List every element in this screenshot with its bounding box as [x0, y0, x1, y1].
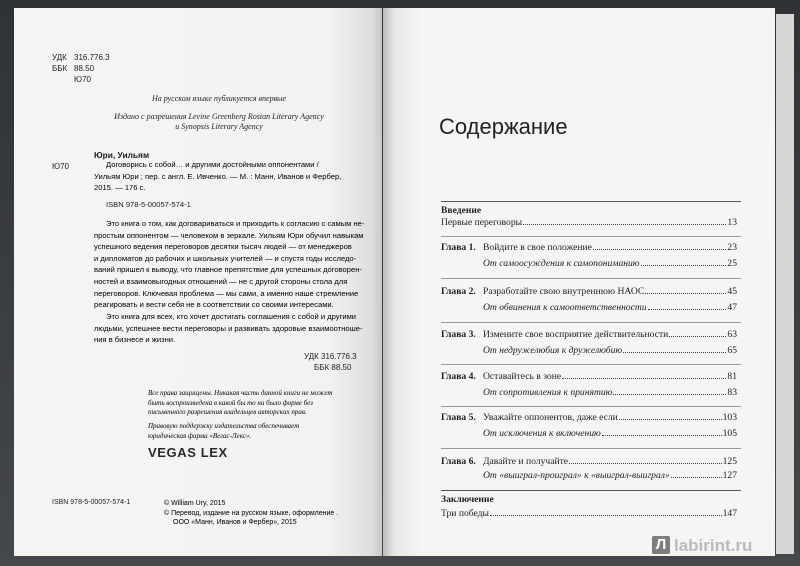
leader-dots: [648, 308, 727, 310]
section-rule: [441, 364, 741, 365]
toc-entry-chapter-3[interactable]: [441, 329, 737, 341]
toc-page-number: 25: [727, 258, 737, 269]
chapter-title: Давайте и получайте: [483, 456, 569, 467]
footer-isbn: ISBN 978-5-00057-574-1: [52, 499, 131, 506]
chapter-title: Войдите в свое положение: [483, 242, 592, 253]
chapter-label: Глава 4.: [441, 371, 476, 382]
permission-line-1: Издано с разрешения Levine Greenberg Rostan Literary Agency: [114, 112, 324, 121]
toc-subentry-chapter-1[interactable]: [441, 258, 737, 270]
section-rule: [441, 278, 741, 279]
toc-entry-chapter-2[interactable]: [441, 286, 737, 298]
bibliographic-description: [94, 159, 374, 194]
toc-page-number: 45: [727, 286, 737, 297]
section-rule: [441, 236, 741, 237]
chapter-title: Измените свое восприятие действительности: [483, 329, 669, 340]
chapter-subtitle: От самоосуждения к самопониманию: [483, 258, 640, 269]
permission-line-2: и Synopsis Literary Agency: [175, 122, 263, 131]
author-name: Юри, Уильям: [94, 150, 150, 160]
chapter-label: Глава 3.: [441, 329, 476, 340]
chapter-subtitle: От «выиграл-проиграл» к «выиграл-выиграл»: [483, 470, 670, 481]
toc-page-number: 81: [727, 371, 737, 382]
toc-page-number: 147: [722, 508, 737, 519]
toc-page-number: 105: [722, 428, 737, 439]
intro-heading: Введение: [441, 205, 482, 216]
labirint-logo-icon: Л: [652, 536, 670, 554]
chapter-title: Разработайте свою внутреннюю НАОС: [483, 286, 645, 297]
biblio-line: Договорись с собой… и другими достойными оппонентами /: [106, 160, 319, 169]
annotation-line: ния в бизнесе и жизни.: [94, 335, 176, 345]
author-mark: Ю70: [52, 162, 69, 171]
toc-entry-chapter-5[interactable]: [441, 412, 737, 424]
author-mark-top: Ю70: [74, 75, 91, 84]
annotation-line: простым оппонентом — человеком в зеркале. Уильям Юри обучил навыкам: [94, 230, 364, 240]
annotation-line: переговоров. Ключевая проблема — мы сами, а именно наше стремление: [94, 288, 359, 298]
annotation-line: ваний пришел к выводу, что главное препятствие для успешных договорен-: [94, 265, 362, 275]
biblio-line: 2015. — 176 с.: [94, 183, 146, 193]
section-rule: [441, 448, 741, 449]
chapter-title: Оставайтесь в зоне: [483, 371, 562, 382]
leader-dots: [613, 393, 726, 395]
toc-entry-title: Первые переговоры: [441, 217, 523, 228]
copyright-line: ООО «Манн, Иванов и Фербер», 2015: [173, 519, 297, 527]
toc-page-number: 13: [727, 217, 737, 228]
toc-entry-title: Три победы: [441, 508, 489, 519]
toc-subentry-chapter-5[interactable]: [441, 428, 737, 440]
toc-entry-chapter-6[interactable]: [441, 456, 737, 468]
copyright-page: [14, 8, 382, 556]
copyright-line: © Перевод, издание на русском языке, оформление .: [164, 509, 339, 517]
section-rule: [441, 322, 741, 323]
toc-entry-intro[interactable]: [441, 217, 737, 229]
udk-bottom: УДК 316.776.3: [304, 352, 357, 361]
chapter-subtitle: От обвинения к самоответственности: [483, 302, 647, 313]
udk-label: УДК: [52, 53, 67, 62]
chapter-label: Глава 1.: [441, 242, 476, 253]
bbk-label: ББК: [52, 64, 68, 73]
leader-dots: [523, 223, 726, 225]
toc-entry-chapter-4[interactable]: [441, 371, 737, 383]
annotation-line: ностей и взаимовыгодных отношений — не с другой стороны стола для: [94, 276, 348, 286]
annotation-line: успешного ведения переговоров десятки тысяч людей — от менеджеров: [94, 242, 352, 252]
chapter-subtitle: От недружелюбия к дружелюбию: [483, 345, 623, 356]
leader-dots: [669, 335, 726, 337]
leader-dots: [623, 351, 726, 353]
chapter-label: Глава 2.: [441, 286, 476, 297]
leader-dots: [671, 476, 722, 478]
isbn-line: ISBN 978-5-00057-574-1: [106, 200, 191, 209]
toc-page-number: 83: [727, 387, 737, 398]
leader-dots: [619, 418, 722, 420]
chapter-label: Глава 6.: [441, 456, 476, 467]
rights-notice: [148, 389, 382, 418]
leader-dots: [602, 434, 722, 436]
rights-line: быть воспроизведена в какой бы то ни было форме без: [148, 398, 313, 407]
toc-page-number: 47: [727, 302, 737, 313]
leader-dots: [641, 264, 727, 266]
leader-dots: [645, 292, 726, 294]
conclusion-heading: Заключение: [441, 494, 494, 505]
chapter-title: Уважайте оппонентов, даже если: [483, 412, 618, 423]
annotation-paragraph-2: [94, 311, 382, 346]
toc-page-number: 125: [722, 456, 737, 467]
chapter-subtitle: От сопротивления к принятию: [483, 387, 613, 398]
annotation-paragraph-1: [94, 218, 382, 311]
contents-page: [383, 8, 775, 556]
rights-line: Все права защищены. Никакая часть данной книги не может: [148, 389, 333, 397]
annotation-line: Это книга о том, как договариваться и приходить к согласию с самым не-: [106, 219, 365, 228]
chapter-label: Глава 5.: [441, 412, 476, 423]
copyright-block: [164, 499, 382, 528]
annotation-line: людьми, успешнее вести переговоры и развивать здоровые взаимоотноше-: [94, 323, 363, 333]
rights-line: письменного разрешения владельцев авторских прав.: [148, 408, 307, 417]
section-rule: [441, 406, 741, 407]
leader-dots: [562, 377, 726, 379]
annotation-line: и дипломатов до рабочих и школьных учителей — и спустя годы исследо-: [94, 253, 357, 263]
toc-subentry-chapter-2[interactable]: [441, 302, 737, 314]
annotation-line: Это книга для всех, кто хочет достигать соглашения с собой и другими: [106, 312, 357, 321]
legal-support-line: юридическая фирма «Вегас-Лекс».: [148, 431, 252, 440]
toc-page-number: 23: [727, 242, 737, 253]
biblio-line: Уильям Юри ; пер. с англ. Е. Ивченко. — М. : Манн, Иванов и Фербер,: [94, 171, 342, 181]
leader-dots: [569, 462, 722, 464]
toc-subentry-chapter-4[interactable]: [441, 387, 737, 399]
toc-entry-chapter-1[interactable]: [441, 242, 737, 254]
contents-title: Содержание: [439, 114, 568, 139]
section-rule: [441, 490, 741, 491]
bbk-bottom: ББК 88.50: [314, 363, 352, 372]
leader-dots: [593, 248, 727, 250]
toc-entry-conclusion[interactable]: [441, 508, 737, 520]
toc-page-number: 63: [727, 329, 737, 340]
page-edges: [776, 14, 794, 554]
annotation-line: реагировать и вести себя не в соответствии со своими интересами.: [94, 300, 334, 310]
toc-subentry-chapter-6[interactable]: [441, 470, 737, 482]
legal-support-note: [148, 422, 382, 441]
leader-dots: [490, 514, 722, 516]
first-publication-note: На русском языке публикуется впервые: [151, 94, 287, 103]
vegas-lex-logo: VEGAS LEX: [148, 445, 228, 460]
labirint-watermark: labirint.ru: [674, 536, 753, 555]
udk-value: 316.776.3: [74, 53, 110, 62]
toc-page-number: 103: [722, 412, 737, 423]
toc-page-number: 65: [727, 345, 737, 356]
toc-subentry-chapter-3[interactable]: [441, 345, 737, 357]
chapter-subtitle: От исключения к включению: [483, 428, 601, 439]
copyright-line: © William Ury, 2015: [164, 500, 226, 507]
bbk-value: 88.50: [74, 64, 95, 73]
toc-page-number: 127: [722, 470, 737, 481]
section-rule: [441, 201, 741, 202]
legal-support-line: Правовую поддержку издательства обеспечивает: [148, 422, 300, 430]
